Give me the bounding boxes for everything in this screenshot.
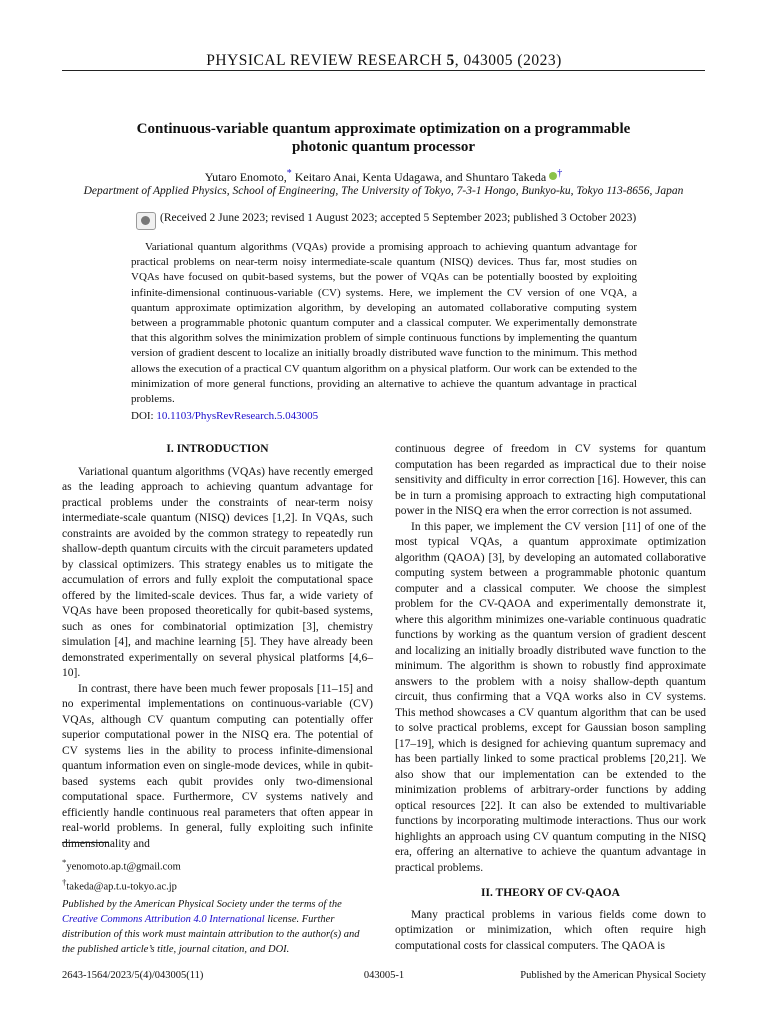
paragraph: continuous degree of freedom in CV systems for quantum computation has been regarded as impractical due to their noise sensitivity and difficulty in error correction [16]. However, this can be in turn a promising approach to extracting high computational power in the NISQ era when the error correction is not assumed. — [395, 443, 706, 517]
page-number: 043005-1 — [363, 970, 405, 981]
footnote-rule — [62, 842, 108, 843]
journal-volume: 5 — [446, 52, 455, 69]
footnote-1 — [62, 855, 373, 875]
left-column — [62, 442, 373, 852]
crossmark-icon[interactable] — [136, 212, 156, 230]
journal-citation: , 043005 (2023) — [454, 52, 562, 69]
affiliation: Department of Applied Physics, School of Engineering, The University of Tokyo, 7-3-1 Hongo, Bunkyo-ku, Tokyo 113-8656, Japan — [83, 185, 684, 197]
footnote-email-2: takeda@ap.t.u-tokyo.ac.jp — [66, 881, 177, 893]
title-line-1: Continuous-variable quantum approximate optimization on a programmable — [136, 121, 631, 137]
journal-name: PHYSICAL REVIEW RESEARCH — [206, 52, 443, 69]
author-list — [62, 168, 705, 185]
right-column — [395, 442, 706, 954]
publisher-note: Published by the American Physical Society — [520, 970, 706, 981]
license-link[interactable]: Creative Commons Attribution 4.0 International — [62, 914, 265, 925]
author-mark-2[interactable]: † — [557, 168, 563, 179]
doi-label: DOI: — [131, 410, 157, 422]
license-note — [62, 897, 373, 957]
footnote-mark-2: † — [62, 877, 67, 887]
section-heading-theory: II. THEORY OF CV-QAOA — [481, 887, 620, 899]
paper-title — [62, 120, 705, 156]
title-line-2: photonic quantum processor — [291, 139, 476, 155]
header-rule — [62, 70, 705, 71]
author-mark-1[interactable]: * — [286, 168, 292, 179]
abstract: Variational quantum algorithms (VQAs) provide a promising approach to achieving quantum advantage for practical problems on near-term noisy intermediate-scale quantum (NISQ) devices. Thus far, most studies on VQAs have focused on qubit-based systems, but the power of VQAs can be potentially boosted by exploiting infinite-dimensional continuous-variable (CV) systems. Here, we implement the CV version of one VQA, a quantum approximate optimization algorithm, by developing an automated collaborative computing system between a programmable photonic quantum computer and a classical computer. We experimentally demonstrate that this algorithm solves the minimization problem of simple continuous functions by implementing the quantum version of gradient descent to localize an initially broadly distributed wave function to the minimum. This method allows the execution of a practical CV quantum algorithm on a physical platform. Our work can be extended to the minimization of more general functions, providing an alternative to achieve the quantum advantage in practical problems. — [131, 241, 637, 406]
section-heading-intro: I. INTRODUCTION — [166, 443, 269, 455]
paragraph: In this paper, we implement the CV version [11] of one of the most typical VQAs, a quantum approximate optimization algorithm (QAOA) [3], by developing an automated collaborative computing system between a programmable photonic quantum computer and a classical computer. We choose the simplest problem for the CV-QAOA and experimentally demonstrate it, where this algorithm minimizes one-variable continuous quadratic functions by working as the quantum version of gradient descent and localizing an initially broadly distributed wave function to the minimum. The algorithm is shown to robustly find approximate answers to the problem with a noisy shallow-depth quantum circuit, thus confirming that a VQA works also in CV systems. This method showcases a CV quantum algorithm that can be used to solve practical problems, except for Gaussian boson sampling [17–19], which is designed for achieving quantum supremacy and has been partially linked to some practical problems [20,21]. We also show that our implementation can be extended to the minimization problems of arbitrary-order functions by adding optical resources [22]. It can also be extended to multivariable functions by incorporating multimode interactions. Thus our work highlights an approach using CV quantum computing in the NISQ era, offering an alternative to achieve the quantum advantage in practical problems. — [395, 520, 706, 874]
author-rest: Keitaro Anai, Kenta Udagawa, and Shuntaro Takeda — [291, 170, 547, 184]
paragraph: Many practical problems in various fields come down to optimization or minimization, which often require high computational costs for classical computers. The QAOA is — [395, 908, 706, 952]
license-post: license. Further distribution of this work must maintain attribution to the author(s) and the published article’s title, journal citation, and DOI. — [62, 914, 360, 955]
footnote-2 — [62, 875, 373, 895]
footnote-mark-1: * — [62, 857, 67, 867]
license-pre: Published by the American Physical Society under the terms of the — [62, 899, 342, 910]
journal-header — [0, 52, 768, 70]
issn: 2643-1564/2023/5(4)/043005(11) — [62, 970, 204, 981]
paragraph: In contrast, there have been much fewer proposals [11–15] and no experimental implementations on continuous-variable (CV) VQAs, although CV quantum computing can potentially offer superior computational power in the NISQ era. The potential of CV systems lies in the ability to process infinite-dimensional quantum information even on single-mode devices, while in qubit-based systems each qubit provides only two-dimensional computational space. Furthermore, CV systems natively and efficiently handle continuous real parameters that often appear in real-world problems. In general, fully exploiting such infinite dimensionality and — [62, 682, 373, 850]
paragraph: Variational quantum algorithms (VQAs) have recently emerged as the leading approach to achieving quantum advantage for practical problems under the constraints of near-term noisy intermediate-scale quantum (NISQ) devices [1,2]. In VQAs, such constraints are avoided by the common strategy to repeatedly run shallow-depth quantum circuits with the circuit parameters updated by classical optimizers. This strategy enables us to mitigate the accumulation of errors and fully exploit the computational space offered by the limited-scale devices. Thus far, a wide variety of VQAs have been proposed theoretically for qubit-based systems, such as ones for combinatorial optimization [3], chemistry simulation [4], and machine learning [5]. They have already been demonstrated experimentally on several physical platforms [4,6–10]. — [62, 465, 373, 679]
received-dates: (Received 2 June 2023; revised 1 August 2023; accepted 5 September 2023; published 3 October 2023) — [160, 212, 637, 224]
footnote-email-1: yenomoto.ap.t@gmail.com — [66, 861, 181, 873]
doi-link[interactable]: 10.1103/PhysRevResearch.5.043005 — [156, 410, 319, 422]
footnotes — [62, 855, 373, 895]
author-first: Yutaro Enomoto, — [204, 170, 287, 184]
doi-line — [131, 410, 318, 422]
